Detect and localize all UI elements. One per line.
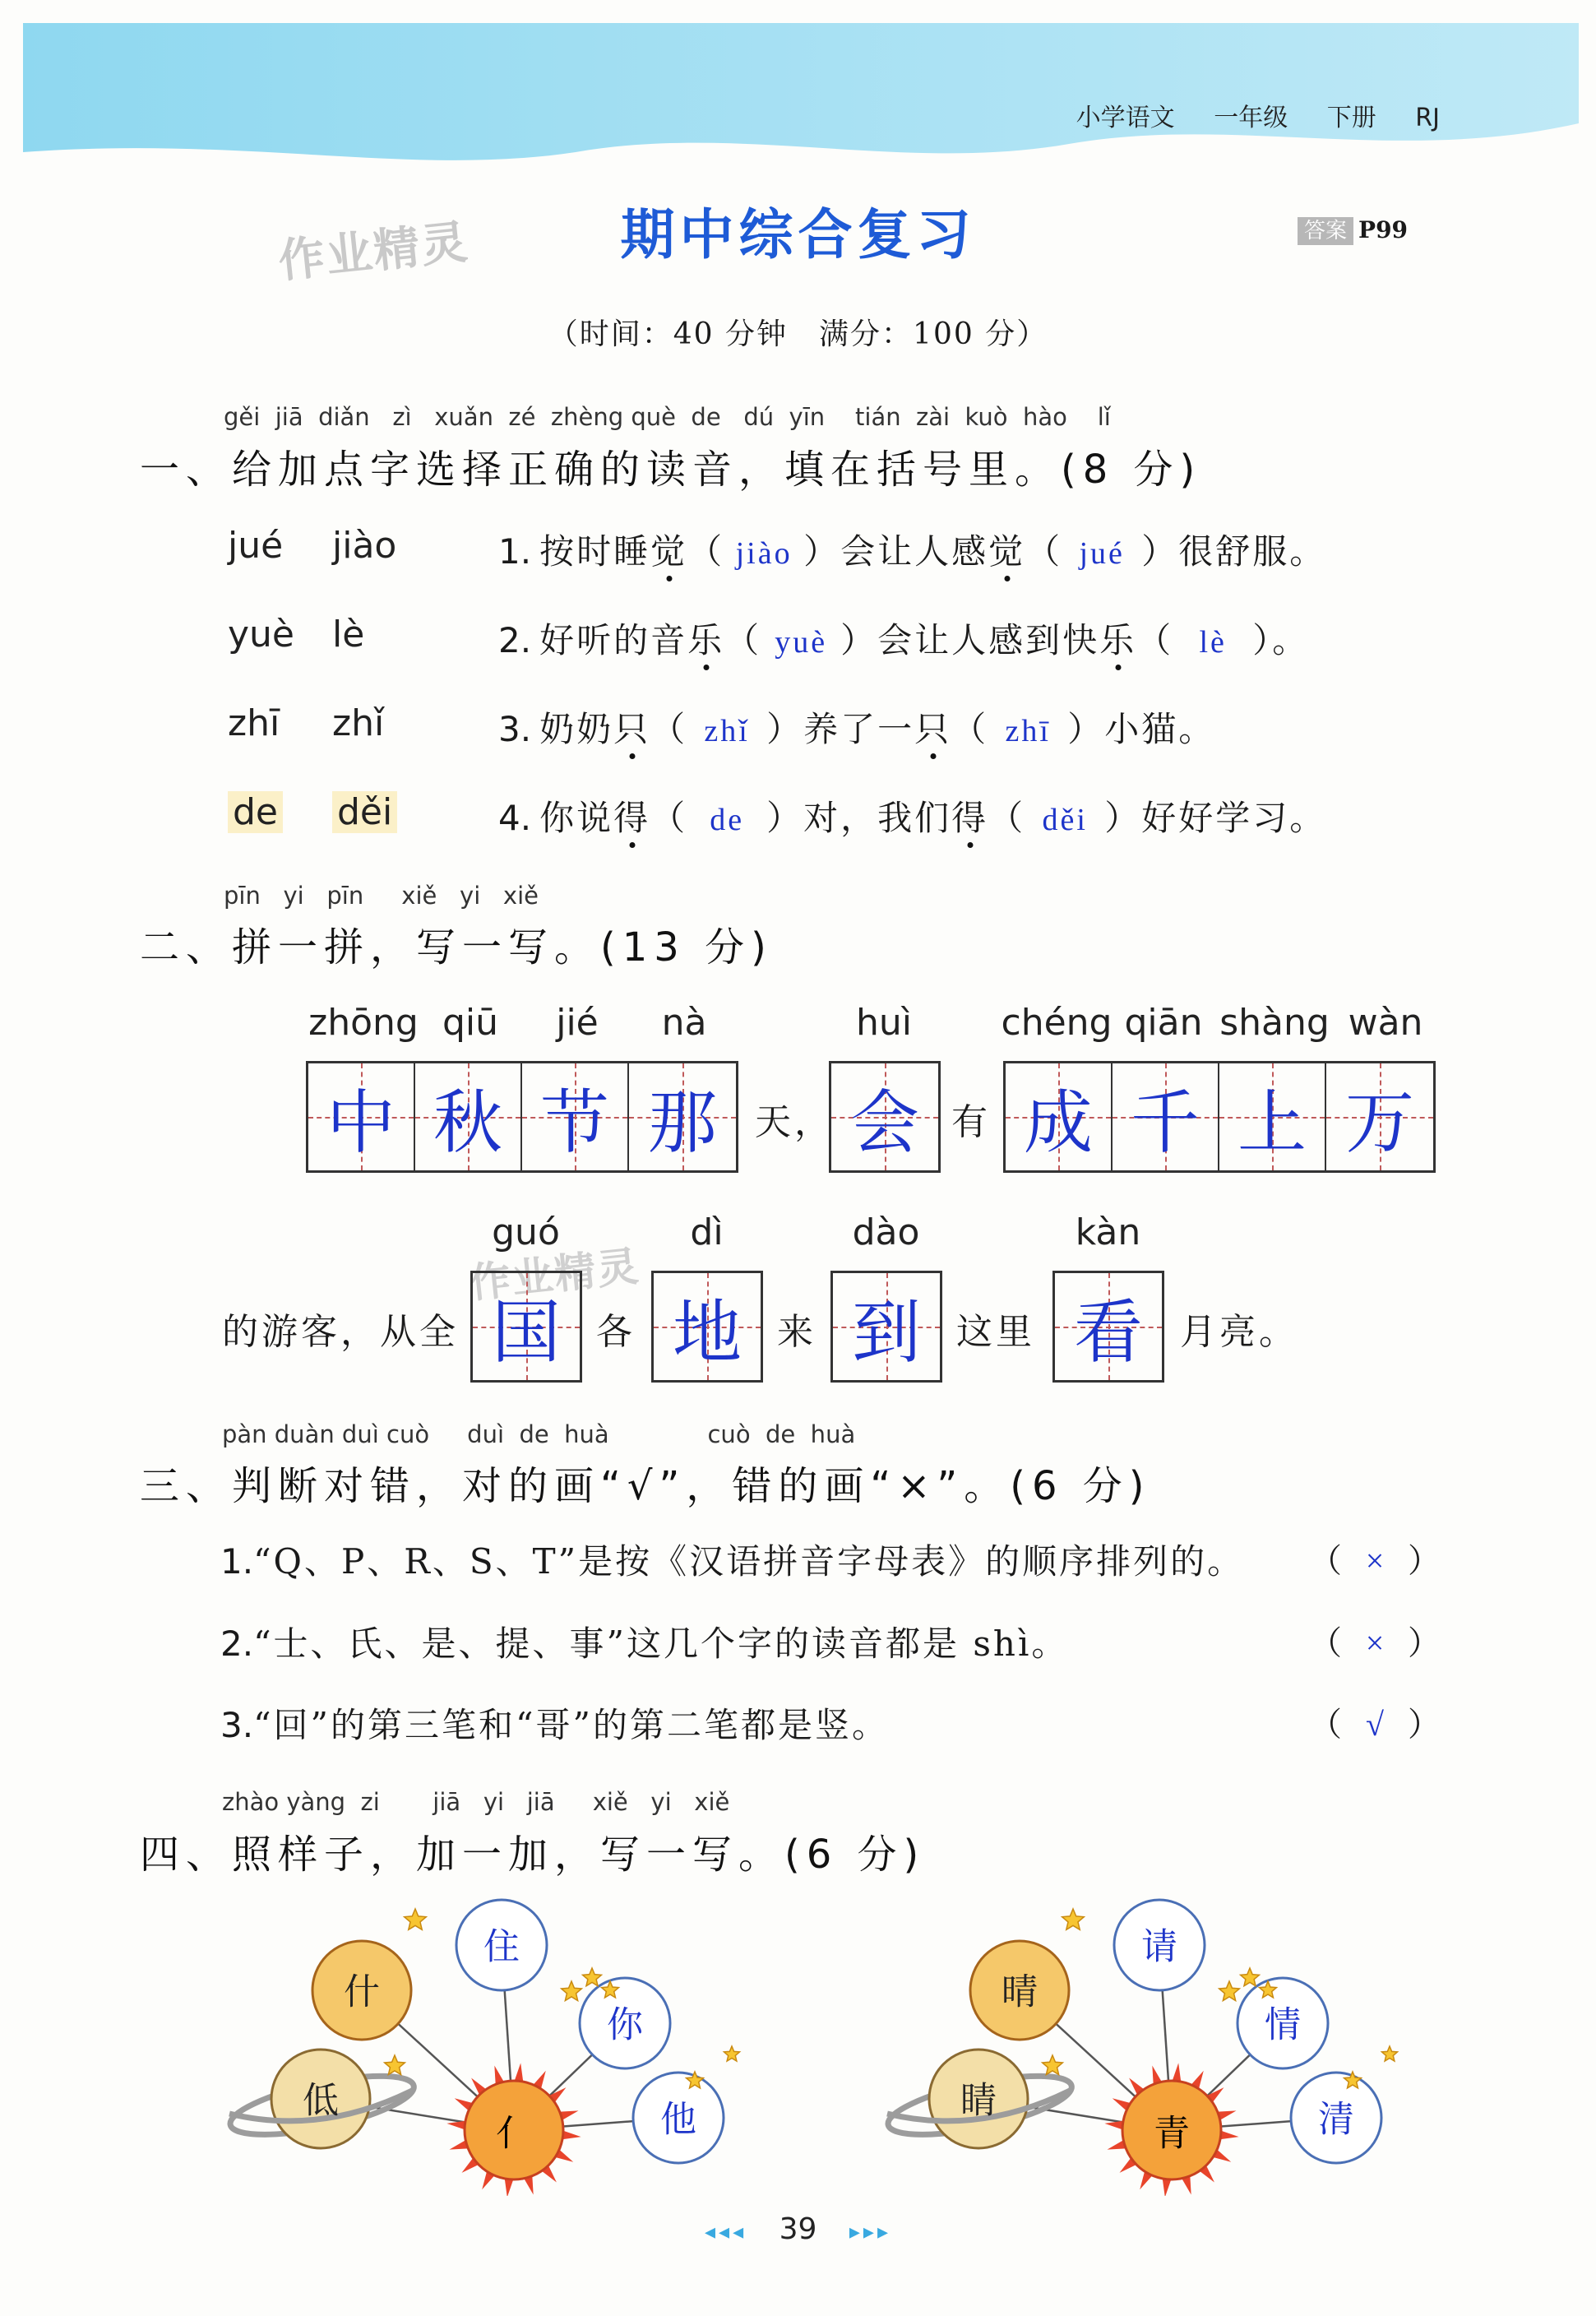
star-icon [385, 2055, 405, 2075]
grid-char: 成 [1023, 1085, 1093, 1162]
s1-option-a: de [228, 791, 283, 833]
dotted-char: 得 [613, 798, 651, 838]
planet [1291, 2073, 1381, 2163]
dotted-char: 乐 [1099, 620, 1137, 660]
s2-r2-text-0: 的游客，从全 [222, 1311, 459, 1353]
answer-pinyin: jiào [735, 536, 793, 571]
center-radical: 青 [1154, 2112, 1190, 2155]
s3-statement [220, 1617, 1068, 1666]
dotted-char: 只 [613, 709, 651, 749]
dotted-char: 乐 [687, 620, 725, 660]
s2-pinyin: pīn yi pīn xiě yi xiě [224, 882, 539, 910]
planet [456, 1900, 547, 1990]
grid-cell [629, 1063, 736, 1170]
paren-open: （ [1309, 1542, 1342, 1580]
volume-label: 下册 [1326, 104, 1376, 132]
paren-open: （ [724, 620, 762, 660]
paren-close: ） [1252, 620, 1273, 660]
statement-text: “回”的第三笔和“哥”的第二笔都是竖。 [253, 1705, 889, 1745]
s3-answer-box [1309, 1535, 1441, 1582]
question-number: 1. [498, 531, 532, 572]
grid-cell [473, 1273, 580, 1380]
question-text: 会让人感 [840, 531, 989, 572]
s2-r2-text-2: 来 [777, 1311, 817, 1353]
s2-r2-text-4: 月亮。 [1180, 1311, 1298, 1353]
grid-char: 到 [851, 1295, 921, 1372]
planet [633, 2073, 724, 2163]
s2-r1-py-8: wàn [1348, 1002, 1423, 1044]
grid-char: 看 [1073, 1295, 1143, 1372]
paren-close: ） [766, 798, 804, 838]
planet-char: 清 [1318, 2098, 1354, 2141]
question-text: 奶奶 [539, 709, 614, 749]
judge-mark: × [1365, 1542, 1385, 1579]
s1-option-a: jué [228, 525, 284, 567]
answer-tag: 答案 [1298, 217, 1353, 245]
question-text: 很舒服。 [1178, 531, 1327, 572]
planet [312, 1941, 411, 2040]
s1-option-b: lè [332, 614, 365, 655]
grid-char: 秋 [433, 1085, 502, 1162]
grid-cell [308, 1063, 415, 1170]
s3-statement [220, 1698, 889, 1748]
grid-char: 中 [326, 1085, 396, 1162]
s4-title: 四、照样子，加一加，写一写。(6 分) [140, 1832, 926, 1878]
s2-r1-py-4: huì [856, 1002, 912, 1044]
paren-close: ） [766, 709, 804, 749]
question-number: 3. [220, 1705, 254, 1745]
planet [1114, 1900, 1205, 1990]
question-text: 按时睡 [539, 531, 651, 572]
question-text: 对，我们 [803, 798, 952, 838]
paren-open: （ [650, 798, 688, 838]
s1-question [498, 525, 1326, 574]
s1-option-b: jiào [332, 525, 397, 567]
s2-r1-py-7: shàng [1219, 1002, 1330, 1044]
answer-pinyin: děi [1042, 803, 1088, 837]
s2-title: 二、拼一拼，写一写。(13 分) [140, 924, 773, 970]
star-icon [1219, 1981, 1240, 2001]
paren-close: ） [1067, 709, 1105, 749]
grid-char: 节 [539, 1085, 609, 1162]
judge-mark: √ [1366, 1706, 1384, 1743]
star-icon [562, 1981, 582, 2001]
s3-statement [220, 1535, 1244, 1584]
grid-char: 地 [672, 1295, 742, 1372]
grid-guo [470, 1271, 582, 1383]
s3-pinyin: pàn duàn duì cuò duì de huà cuò de huà [222, 1420, 856, 1448]
s1-option-a: zhī [228, 702, 280, 744]
paren-open: （ [951, 709, 989, 749]
paren-open: （ [1309, 1706, 1342, 1744]
grid-kan [1052, 1271, 1164, 1383]
center-radical: 亻 [496, 2112, 532, 2155]
paren-close: ） [1141, 531, 1179, 572]
planet [970, 1941, 1069, 2040]
star-icon [1381, 2046, 1397, 2061]
planet-char: 他 [660, 2098, 696, 2141]
s1-title: 一、给加点字选择正确的读音，填在括号里。(8 分) [140, 447, 1202, 493]
answer-pinyin: lè [1199, 625, 1227, 660]
prev-arrows-icon: ◂◂◂ [704, 2220, 747, 2244]
question-text: 好听的音 [539, 620, 688, 660]
grade-label: 一年级 [1214, 104, 1288, 132]
planet [580, 1978, 670, 2068]
s2-r1-py-5: chéng [1001, 1002, 1113, 1044]
next-arrows-icon: ▸▸▸ [849, 2220, 892, 2244]
question-text: 小猫。 [1104, 709, 1216, 749]
grid-cell [654, 1273, 761, 1380]
paren-open: （ [1025, 531, 1063, 572]
planet-diagrams [0, 1883, 1596, 2196]
grid-cell [1113, 1063, 1219, 1170]
question-number: 2. [220, 1624, 254, 1664]
grid-char: 国 [491, 1295, 561, 1372]
star-icon [1043, 2055, 1063, 2075]
answer-pinyin: zhǐ [704, 714, 750, 748]
paren-close: ） [1104, 798, 1142, 838]
grid-char: 上 [1237, 1085, 1307, 1162]
s2-r1-py-3: nà [661, 1002, 707, 1044]
s2-r1-py-0: zhōng [308, 1002, 419, 1044]
grid-char: 那 [647, 1085, 717, 1162]
grid-cell [1006, 1063, 1113, 1170]
paren-close: ） [1408, 1624, 1441, 1662]
paren-close: ） [1408, 1542, 1441, 1580]
question-text: 。 [1272, 620, 1310, 660]
s1-option-b: děi [332, 791, 397, 833]
s1-option-b: zhǐ [332, 702, 385, 744]
question-text: 好好学习。 [1141, 798, 1327, 838]
star-icon [583, 1968, 602, 1986]
grid-hui [829, 1061, 941, 1173]
grid-dao [830, 1271, 942, 1383]
s3-answer-box [1309, 1698, 1441, 1745]
question-text: 养了一 [803, 709, 915, 749]
dotted-char: 觉 [650, 531, 688, 572]
dotted-char: 得 [951, 798, 989, 838]
edition-label: RJ [1415, 104, 1440, 132]
answer-pinyin: jué [1079, 536, 1125, 571]
star-icon [1062, 1909, 1085, 1929]
grid-cell [1219, 1063, 1326, 1170]
question-number: 4. [498, 798, 532, 838]
time-line: （时间：40 分钟 满分：100 分） [548, 317, 1048, 351]
question-number: 2. [498, 620, 532, 660]
planet-char: 情 [1265, 2003, 1301, 2046]
question-number: 1. [220, 1541, 254, 1582]
s1-option-a: yuè [228, 614, 294, 655]
planet-char: 住 [483, 1925, 520, 1968]
dotted-char: 觉 [988, 531, 1026, 572]
s2-r1-text-1: 天， [755, 1101, 834, 1143]
grid-cell [833, 1273, 940, 1380]
grid-cell [831, 1063, 938, 1170]
grid-cell [522, 1063, 629, 1170]
paren-open: （ [988, 798, 1026, 838]
s2-r2-text-3: 这里 [956, 1311, 1035, 1353]
paren-close: ） [803, 531, 841, 572]
s1-question [498, 791, 1326, 841]
statement-text: “士、氏、是、提、事”这几个字的读音都是 shì。 [253, 1624, 1069, 1664]
answer-pinyin: zhī [1005, 714, 1051, 748]
planet-char: 晴 [1002, 1971, 1038, 2013]
statement-text: “Q、P、R、S、T”是按《汉语拼音字母表》的顺序排列的。 [253, 1541, 1245, 1582]
page-number-text: 39 [779, 2212, 817, 2246]
paren-open: （ [650, 709, 688, 749]
s1-question [498, 702, 1215, 752]
grid-char: 万 [1344, 1085, 1414, 1162]
paren-close: ） [840, 620, 878, 660]
s2-r2-py-3: dào [852, 1211, 920, 1253]
paren-close: ） [1408, 1706, 1441, 1744]
s3-title: 三、判断对错，对的画“√”，错的画“×”。(6 分) [140, 1463, 1151, 1509]
grid-di [651, 1271, 763, 1383]
paren-open: （ [687, 531, 725, 572]
s2-r1-py-6: qiān [1124, 1002, 1203, 1044]
s2-r1-py-1: qiū [442, 1002, 499, 1044]
subject-tags [1045, 97, 1440, 133]
grid-zhongqiujie-na [306, 1061, 738, 1173]
judge-mark: × [1365, 1624, 1385, 1661]
s2-r1-py-2: jié [556, 1002, 599, 1044]
answer-pinyin: yuè [775, 625, 828, 660]
grid-char: 会 [849, 1085, 919, 1162]
star-icon [724, 2046, 739, 2061]
planet-char: 请 [1141, 1925, 1177, 1968]
grid-cell [1326, 1063, 1433, 1170]
watermark: 作业精灵 [275, 215, 472, 289]
grid-cell [1055, 1273, 1162, 1380]
s1-question [498, 614, 1309, 663]
s3-answer-box [1309, 1617, 1441, 1664]
s1-pinyin: gěi jiā diǎn zì xuǎn zé zhèng què de dú yīn tián zài kuò hào lǐ [224, 403, 1111, 431]
grid-cell [415, 1063, 522, 1170]
s4-pinyin: zhào yàng zi jiā yi jiā xiě yi xiě [222, 1788, 730, 1816]
star-icon [1241, 1968, 1260, 1986]
planet-char: 低 [303, 2079, 339, 2122]
answer-reference [1298, 214, 1408, 244]
s2-r1-text-2: 有 [951, 1101, 991, 1143]
s2-r2-py-2: dì [690, 1211, 724, 1253]
planet [1237, 1978, 1328, 2068]
grid-char: 千 [1130, 1085, 1200, 1162]
page-title: 期中综合复习 [620, 203, 976, 266]
answer-pinyin: de [710, 803, 745, 837]
s2-r2-py-1: guó [492, 1211, 560, 1253]
s2-r2-py-4: kàn [1075, 1211, 1141, 1253]
planet-char: 什 [344, 1971, 380, 2013]
question-number: 3. [498, 709, 532, 749]
planet-char: 你 [607, 2003, 643, 2046]
page-number [0, 2212, 1596, 2246]
subject-label: 小学语文 [1076, 104, 1175, 132]
answer-page: P99 [1358, 216, 1409, 243]
paren-open: （ [1309, 1624, 1342, 1662]
watermark-2: 作业精灵 [466, 1242, 642, 1308]
dotted-char: 只 [914, 709, 952, 749]
grid-chengqianshangwan [1003, 1061, 1436, 1173]
question-text: 你说 [539, 798, 614, 838]
question-text: 会让人感到快 [877, 620, 1100, 660]
paren-open: （ [1136, 620, 1174, 660]
star-icon [405, 1909, 427, 1929]
s2-r2-text-1: 各 [596, 1311, 636, 1353]
planet-char: 睛 [960, 2079, 997, 2122]
